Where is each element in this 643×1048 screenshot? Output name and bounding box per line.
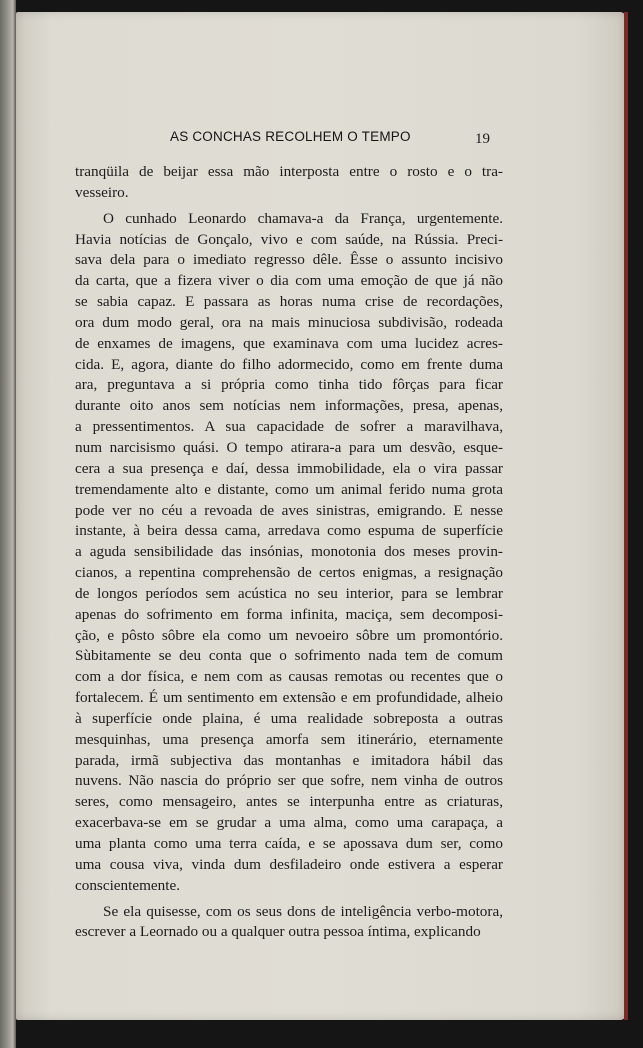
text-line: de longos períodos sem acústica no seu interior, para se lembrar xyxy=(75,584,503,602)
text-line: nuvens. Não nascia do próprio ser que sofre, nem vinha de outros xyxy=(75,772,503,790)
text-line: ção, e pôsto sôbre ela como um nevoeiro sôbre um promontório. xyxy=(75,626,503,644)
text-line: a aguda sensibilidade das insónias, monotonia dos meses provin- xyxy=(75,543,503,561)
page-edge-red xyxy=(624,12,628,1020)
text-line: fortalecem. É um sentimento em extensão e em profundidade, alheio xyxy=(75,689,503,707)
text-line: instante, à beira dessa cama, arredava como espuma de superfície xyxy=(75,522,503,540)
page-number: 19 xyxy=(475,131,490,147)
text-line: uma planta como uma terra caída, e se apossava dum ser, como xyxy=(75,835,503,852)
text-line: a pressentimentos. A sua capacidade de sofrer a maravilhava, xyxy=(75,418,503,436)
text-line: Havia notícias de Gonçalo, vivo e com saúde, na Rússia. Preci- xyxy=(75,230,503,248)
text-line: à superfície onde plaina, é uma realidade sobreposta a outras xyxy=(75,709,503,727)
body-text xyxy=(75,162,503,943)
text-line: apenas do sofrimento em forma infinita, maciça, sem decomposi- xyxy=(75,605,503,623)
text-line: se sabia capaz. E passara as horas numa crise de recordações, xyxy=(75,293,503,311)
page-header xyxy=(16,129,626,153)
text-line: Sùbitamente se deu conta que o sofrimento nada tem de comum xyxy=(75,647,503,665)
paragraph xyxy=(75,162,503,204)
text-line: de enxames de imagens, que examinava com uma lucidez acres- xyxy=(75,334,503,352)
text-line: seres, como mensageiro, antes se interpunha entre as criaturas, xyxy=(75,793,503,811)
text-line: durante oito anos sem notícias nem informações, presa, apenas, xyxy=(75,397,503,415)
text-line: parada, irmã subjectiva das montanhas e imitadora hábil das xyxy=(75,751,503,769)
text-line: da carta, que a fizera viver o dia com uma emoção de que já não xyxy=(75,272,503,290)
text-line: ora dum modo geral, ora na mais minuciosa subdivisão, rodeada xyxy=(75,313,503,331)
text-line: com a dor física, e nem com as causas remotas ou recentes que o xyxy=(75,668,503,686)
text-line: uma cousa viva, vinda dum desfiladeiro onde estivera a esperar xyxy=(75,855,503,873)
text-line: escrever a Leornado ou a qualquer outra pessoa íntima, explicando xyxy=(75,923,481,941)
text-line: pode ver no céu a revoada de aves sinistras, emigrando. E nesse xyxy=(75,501,503,519)
previous-page-edge xyxy=(0,0,16,1048)
text-line: ara, preguntava a si própria como tinha tido fôrças para ficar xyxy=(75,376,503,394)
text-line: exacerbava-se em se grudar a uma alma, como uma carapaça, a xyxy=(75,814,503,832)
text-line: mesquinhas, uma presença amorfa sem itinerário, eternamente xyxy=(75,730,503,748)
text-line: tremendamente alto e distante, como um animal ferido numa grota xyxy=(75,480,503,498)
text-line: num narcisismo quási. O tempo atirara-a para um desvão, esque- xyxy=(75,438,503,456)
paragraph xyxy=(75,902,503,944)
text-line: tranqüila de beijar essa mão interposta entre o rosto e o tra- xyxy=(75,163,503,180)
text-line: sava dela para o imediato regresso dêle. Êsse o assunto incisivo xyxy=(75,251,503,269)
text-line: cera a sua presença e daí, dessa immobilidade, ela o vira passar xyxy=(75,459,503,477)
book-page xyxy=(16,12,626,1020)
text-line: vesseiro. xyxy=(75,183,129,201)
text-line: cianos, a repentina comprehensão de certos enigmas, a resignação xyxy=(75,564,503,582)
running-title: AS CONCHAS RECOLHEM O TEMPO xyxy=(170,129,411,144)
text-line: O cunhado Leonardo chamava-a da França, urgentemente. xyxy=(103,209,503,227)
text-line: Se ela quisesse, com os seus dons de inteligência verbo-motora, xyxy=(103,902,503,920)
paragraph xyxy=(75,209,503,897)
text-line: cida. E, agora, diante do filho adormecido, como em frente duma xyxy=(75,355,503,373)
text-line: conscientemente. xyxy=(75,876,180,894)
